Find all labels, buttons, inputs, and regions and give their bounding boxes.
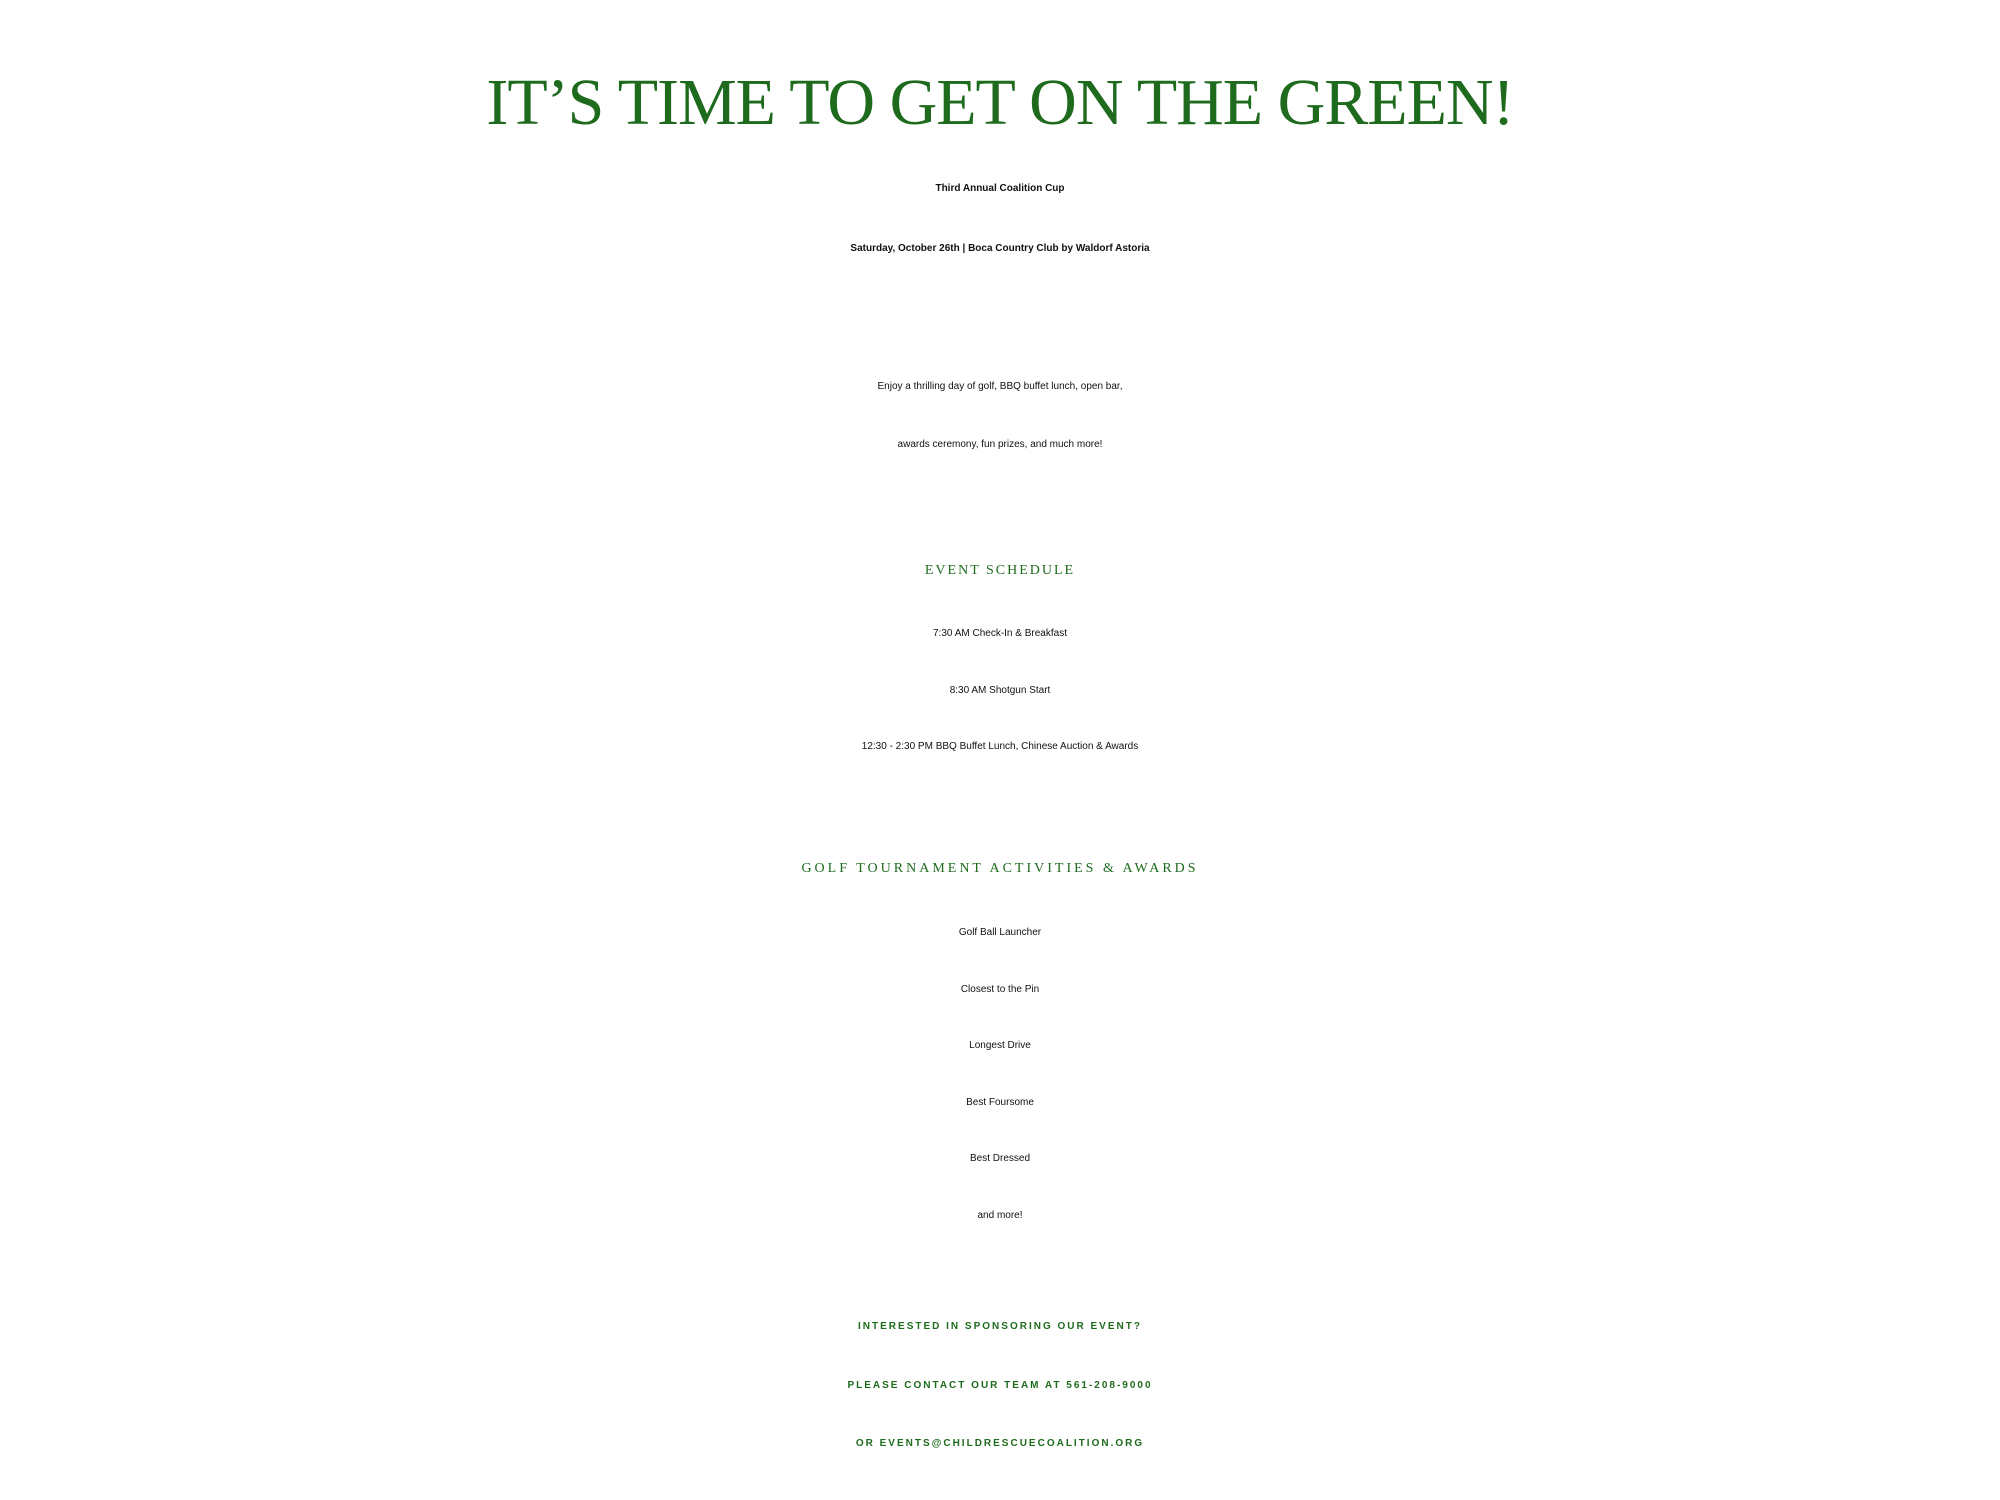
- schedule-title: EVENT SCHEDULE: [924, 563, 1076, 578]
- activity-item: Golf Ball Launcher: [958, 927, 1042, 938]
- activity-item: Closest to the Pin: [960, 983, 1040, 995]
- contact-email-line: OR EVENTS@CHILDRESCUECOALITION.ORG: [855, 1438, 1145, 1449]
- event-date-venue: Saturday, October 26th | Boca Country Club by Waldorf Astoria: [850, 243, 1150, 254]
- activity-item: Best Foursome: [966, 1096, 1034, 1108]
- contact-line: INTERESTED IN SPONSORING OUR EVENT?: [858, 1321, 1142, 1332]
- contact-phone-line: PLEASE CONTACT OUR TEAM AT 561-208-9000: [847, 1379, 1153, 1391]
- activity-item: Best Dressed: [969, 1153, 1031, 1164]
- event-name: Third Annual Coalition Cup: [935, 183, 1065, 194]
- activities-title: GOLF TOURNAMENT ACTIVITIES & AWARDS: [801, 861, 1199, 876]
- intro-line: Enjoy a thrilling day of golf, BBQ buffet lunch, open bar,: [877, 381, 1123, 392]
- intro-line: awards ceremony, fun prizes, and much more!: [897, 439, 1103, 450]
- sponsor-contact: [0, 1298, 2000, 1474]
- activity-item: and more!: [977, 1209, 1023, 1221]
- schedule-list: [0, 606, 2000, 776]
- event-intro: [0, 358, 2000, 474]
- headline: IT’S TIME TO GET ON THE GREEN!: [486, 66, 1514, 139]
- activity-item: Longest Drive: [969, 1040, 1031, 1051]
- schedule-item: 7:30 AM Check-In & Breakfast: [933, 628, 1067, 639]
- schedule-item: 8:30 AM Shotgun Start: [949, 684, 1051, 696]
- schedule-item: 12:30 - 2:30 PM BBQ Buffet Lunch, Chinese Auction & Awards: [861, 741, 1139, 752]
- activities-list: [0, 905, 2000, 1244]
